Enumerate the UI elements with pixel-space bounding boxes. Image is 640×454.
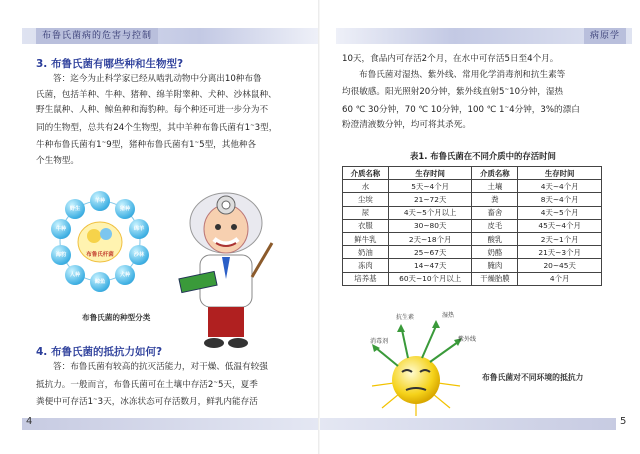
table-cell: 21天~3个月 (518, 246, 602, 259)
table-row (343, 272, 602, 285)
left-page-number: 4 (26, 416, 33, 427)
table-row (343, 193, 602, 206)
table-cell: 土壤 (472, 180, 518, 193)
left-header-band (22, 28, 318, 44)
table-row (343, 259, 602, 272)
table-row (343, 246, 602, 259)
diagram-node: 犬种 (115, 265, 135, 285)
table-cell: 45天~4个月 (518, 219, 602, 232)
table-cell: 2天~1个月 (518, 232, 602, 245)
diagram-node: 沙林 (129, 245, 149, 265)
table-cell: 4天~5个月以上 (388, 206, 472, 219)
diagram-center-label: 布鲁氏杆菌 (86, 252, 114, 258)
table-cell: 水 (343, 180, 389, 193)
table-cell: 4个月 (518, 272, 602, 285)
diagram-node: 人种 (65, 265, 85, 285)
table-row (343, 232, 602, 245)
right-header-band (336, 28, 632, 44)
diagram-node: 绵羊 (129, 219, 149, 239)
s3-line4: 同的生物型，总共有24个生物型，其中羊种布鲁氏菌有1~3型， (36, 122, 278, 133)
table-cell: 干燥胎膜 (472, 272, 518, 285)
table-cell: 14~47天 (388, 259, 472, 272)
table-cell: 8天~4个月 (518, 193, 602, 206)
table-title: 表1. 布鲁氏菌在不同介质中的存活时间 (410, 151, 556, 161)
s3-line1: 答：迄今为止科学家已经从啮乳动物中分离出10种布鲁 (53, 74, 262, 84)
table-cell: 酸乳 (472, 232, 518, 245)
table-cell: 尿 (343, 206, 389, 219)
diagram-caption: 布鲁氏菌的种型分类 (82, 313, 151, 322)
sun-arrows-image (350, 308, 480, 418)
section3-title: 3. 布鲁氏菌有哪些种和生物型? (36, 58, 184, 70)
species-diagram (42, 188, 158, 294)
left-footer-band (22, 418, 318, 430)
right-header-title: 病原学 (584, 28, 626, 44)
table-cell: 腌肉 (472, 259, 518, 272)
table-cell: 20~45天 (518, 259, 602, 272)
table-cell: 21~72天 (388, 193, 472, 206)
table-header-cell: 介质名称 (343, 167, 389, 180)
table-cell: 培养基 (343, 272, 389, 285)
table-header-cell: 生存时间 (518, 167, 602, 180)
table-cell: 粪 (472, 193, 518, 206)
diagram-node: 猪种 (115, 199, 135, 219)
section4-body (36, 360, 306, 411)
table-cell: 冻肉 (343, 259, 389, 272)
r-line2: 布鲁氏菌对湿热、紫外线、常用化学消毒剂和抗生素等 (359, 69, 566, 80)
right-page-number: 5 (620, 416, 627, 427)
table-cell: 奶酪 (472, 246, 518, 259)
table-header-row (343, 167, 602, 180)
table-cell: 4天~5个月 (518, 206, 602, 219)
sun-label-heat: 湿热 (442, 312, 455, 319)
table-cell: 25~67天 (388, 246, 472, 259)
s4-line2: 抵抗力。一般而言，布鲁氏菌可在土壤中存活2~5天，夏季 (36, 379, 258, 390)
diagram-node: 海豹 (51, 245, 71, 265)
left-header-title: 布鲁氏菌病的危害与控制 (36, 28, 158, 44)
s3-line2: 氏菌，包括羊种、牛种、猪种、绵羊附睾种、犬种、沙林鼠种、 (36, 89, 277, 100)
table-cell: 畜舍 (472, 206, 518, 219)
right-intro-body (342, 52, 612, 134)
r-line3: 均很敏感。阳光照射20分钟，紫外线直射5~10分钟，湿热 (342, 87, 564, 98)
r-line1: 10天，食品内可存活2个月，在水中可存活5日至4个月。 (342, 54, 559, 64)
table-cell: 2天~18个月 (388, 232, 472, 245)
diagram-node: 羊种 (90, 191, 110, 211)
table-cell: 衣服 (343, 219, 389, 232)
scientist-cartoon-image (168, 183, 278, 353)
s3-line3: 野生鼠种、人种、鲸鱼种和海豹种。每个种还可进一步分为不 (36, 105, 269, 116)
s3-line5: 牛种布鲁氏菌有1~9型，猪种布鲁氏菌有1~5型，其他种各 (36, 140, 257, 151)
table-cell: 30~80天 (388, 219, 472, 232)
table-header-cell: 介质名称 (472, 167, 518, 180)
section3-body (36, 72, 306, 170)
diagram-node: 鲸鱼 (90, 272, 110, 292)
table-cell: 奶油 (343, 246, 389, 259)
r-line5: 粉澄清液数分钟，均可将其杀死。 (342, 120, 471, 131)
table-cell: 鲜牛乳 (343, 232, 389, 245)
sun-label-antibiotic: 抗生素 (396, 314, 415, 321)
sun-label-uv: 紫外线 (458, 336, 477, 343)
table-row (343, 219, 602, 232)
diagram-node: 野生 (65, 199, 85, 219)
s4-line1: 答：布鲁氏菌有较高的抗灭活能力，对干燥、低温有较强 (53, 362, 268, 372)
sun-label-disinfectant: 消毒剂 (370, 338, 389, 345)
table-cell: 60天~10个月以上 (388, 272, 472, 285)
s3-line6: 个生物型。 (36, 155, 79, 166)
table-row (343, 206, 602, 219)
r-line4: 60 ℃ 30分钟，70 ℃ 10分钟，100 ℃ 1~4分钟，3%的漂白 (342, 104, 580, 115)
right-footer-band (320, 418, 616, 430)
table-cell: 4天~4个月 (518, 180, 602, 193)
section4-title: 4. 布鲁氏菌的抵抗力如何? (36, 346, 163, 358)
table-cell: 5天~4个月 (388, 180, 472, 193)
table-cell: 尘埃 (343, 193, 389, 206)
table-cell: 皮毛 (472, 219, 518, 232)
s4-line3: 粪便中可存活1~3天，冰冻状态可存活数月，鲜乳内能存活 (36, 397, 258, 408)
survival-table (342, 166, 602, 286)
diagram-node: 牛种 (51, 219, 71, 239)
sun-caption: 布鲁氏菌对不同环境的抵抗力 (482, 373, 584, 382)
table-header-cell: 生存时间 (388, 167, 472, 180)
table-row (343, 180, 602, 193)
right-page (320, 0, 640, 454)
